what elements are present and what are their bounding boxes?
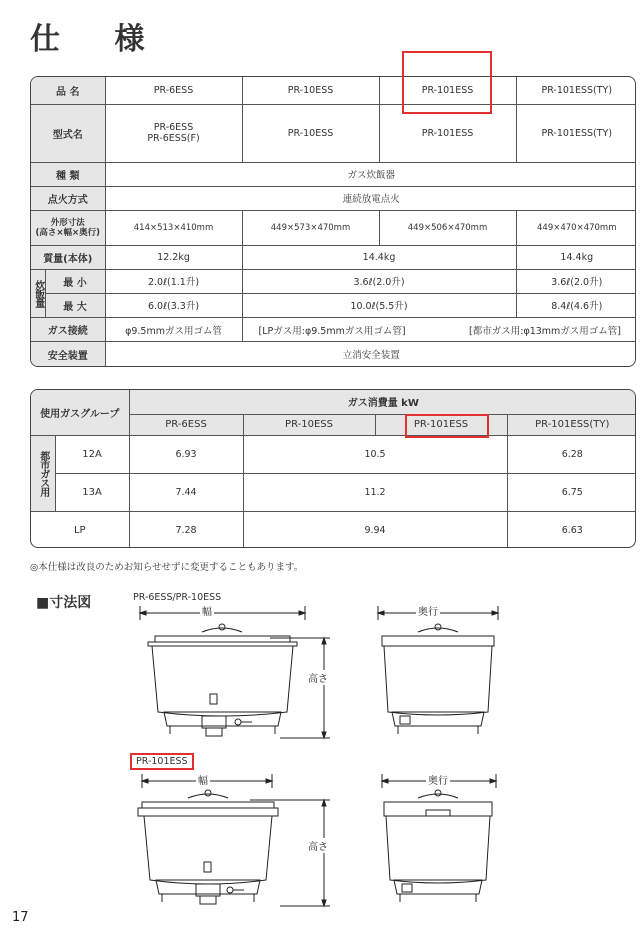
model-code: PR-10ESS [242,105,379,163]
ignition-label: 点火方式 [31,186,105,210]
table-row [31,435,636,473]
gas-type-label: 13A [55,473,129,511]
page-number: 17 [12,910,29,925]
mass-value: 14.4kg [516,245,636,269]
spec-change-note: ◎本仕様は改良のためお知らせせずに変更することもあります。 [30,562,304,573]
city-gas-label: 都市ガス用 [31,435,55,511]
model-code: PR-101ESS(TY) [516,105,636,163]
gas-value: 6.63 [507,511,636,548]
model-header: PR-101ESS [379,77,516,105]
gas-connection-value [242,318,636,342]
height-label: 高さ [306,670,330,685]
type-label: 種 類 [31,162,105,186]
dimension-value: 449×573×470mm [242,211,379,246]
gas-value: 6.93 [129,435,243,473]
table-row [31,105,636,163]
dimension-value: 449×470×470mm [516,211,636,246]
dimension-value: 449×506×470mm [379,211,516,246]
width-label: 幅 [196,772,210,787]
gas-group-label: 使用ガスグループ [31,390,129,435]
page-title: 仕 様 [30,22,167,57]
model-code: PR-101ESS [379,105,516,163]
mass-value: 12.2kg [105,245,242,269]
model-header: PR-101ESS [375,414,507,435]
model-header: PR-10ESS [243,414,375,435]
depth-label: 奥行 [426,772,450,787]
gas-type-label: LP [31,511,129,548]
rice-cooker-side-drawing [370,600,510,750]
model-header: PR-6ESS [105,77,242,105]
table-row [31,293,636,317]
capacity-min-value: 3.6ℓ(2.0升) [516,269,636,293]
gas-connection-value: φ9.5mmガス用ゴム管 [105,318,242,342]
gas-connection-city: [都市ガス用:φ13mmガス用ゴム管] [469,325,622,337]
dimension-model-label: PR-6ESS/PR-10ESS [133,592,222,603]
product-name-label: 品 名 [31,77,105,105]
gas-value: 7.44 [129,473,243,511]
gas-table-title: ガス消費量 kW [129,390,636,414]
capacity-min-value: 2.0ℓ(1.1升) [105,269,242,293]
spec-table [30,76,636,367]
capacity-min-label: 最 小 [45,269,105,293]
table-row [31,318,636,342]
highlight-box [405,414,489,438]
gas-value: 11.2 [243,473,507,511]
capacity-max-value: 10.0ℓ(5.5升) [242,293,516,317]
table-row [31,245,636,269]
capacity-max-label: 最 大 [45,293,105,317]
gas-type-label: 12A [55,435,129,473]
model-header: PR-6ESS [129,414,243,435]
model-code-label: 型式名 [31,105,105,163]
table-row [31,342,636,366]
type-value: ガス炊飯器 [105,162,636,186]
gas-connection-lp: [LPガス用:φ9.5mmガス用ゴム管] [258,325,406,337]
width-label: 幅 [200,603,214,618]
model-header: PR-101ESS(TY) [516,77,636,105]
model-code: PR-6ESS PR-6ESS(F) [105,105,242,163]
capacity-label: 炊飯量 [31,269,45,317]
model-header: PR-10ESS [242,77,379,105]
table-row [31,77,636,105]
height-label: 高さ [306,838,330,853]
table-row [31,390,636,414]
gas-value: 9.94 [243,511,507,548]
ignition-value: 連続放電点火 [105,186,636,210]
rice-cooker-side-drawing [372,768,512,913]
mass-value: 14.4kg [242,245,516,269]
gas-consumption-table [30,389,636,548]
safety-label: 安全装置 [31,342,105,366]
dimensions-label: 外形寸法 (高さ×幅×奥行) [31,211,105,246]
depth-label: 奥行 [416,603,440,618]
gas-value: 10.5 [243,435,507,473]
dimension-model-label: PR-101ESS [130,753,194,770]
mass-label: 質量(本体) [31,245,105,269]
gas-value: 7.28 [129,511,243,548]
table-row [31,162,636,186]
dimension-value: 414×513×410mm [105,211,242,246]
table-row [31,511,636,548]
gas-value: 6.28 [507,435,636,473]
gas-connection-label: ガス接続 [31,318,105,342]
model-header: PR-101ESS(TY) [507,414,636,435]
table-row [31,211,636,246]
safety-value: 立消安全装置 [105,342,636,366]
dimension-section-title: ■寸法図 [36,595,92,611]
table-row [31,269,636,293]
table-row [31,473,636,511]
gas-value: 6.75 [507,473,636,511]
table-row [31,186,636,210]
capacity-max-value: 6.0ℓ(3.3升) [105,293,242,317]
highlight-box [402,51,492,114]
capacity-min-value: 3.6ℓ(2.0升) [242,269,516,293]
capacity-max-value: 8.4ℓ(4.6升) [516,293,636,317]
